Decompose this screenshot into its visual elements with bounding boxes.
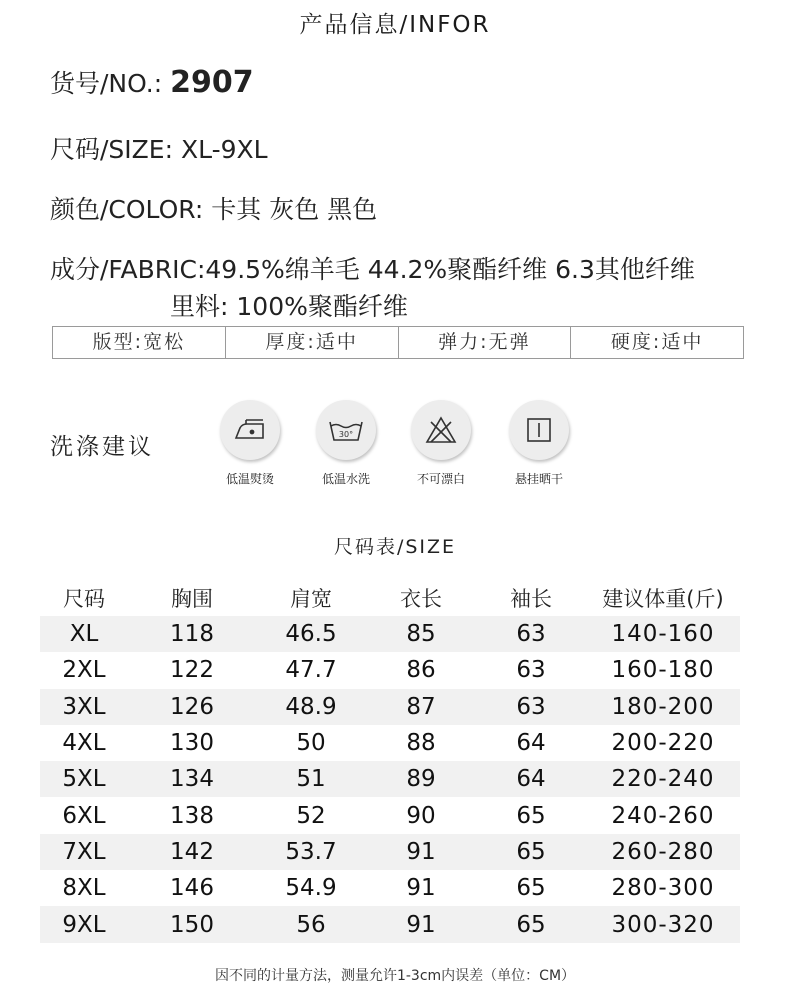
cell-shoulder: 46.5	[285, 621, 337, 648]
page-title: 产品信息/INFOR	[299, 12, 491, 38]
cell-size: 3XL	[62, 693, 106, 720]
cell-length: 87	[406, 693, 436, 720]
cell-weight: 280-300	[611, 875, 715, 902]
cell-sleeve: 64	[516, 766, 546, 793]
wash-item-water	[296, 400, 396, 487]
item-number-value: 2907	[170, 65, 254, 100]
cell-sleeve: 63	[516, 657, 546, 684]
item-number-row	[50, 64, 254, 100]
size-label: 尺码/SIZE:	[50, 135, 174, 164]
cell-shoulder: 56	[296, 911, 326, 938]
size-row	[50, 130, 268, 166]
table-row	[40, 797, 740, 833]
color-value: 卡其 灰色 黑色	[211, 195, 378, 224]
attribute-hardness: 硬度:适中	[610, 331, 704, 353]
table-row	[40, 834, 740, 870]
cell-chest: 142	[170, 838, 214, 865]
cell-weight: 260-280	[611, 838, 715, 865]
cell-length: 89	[406, 766, 436, 793]
cell-chest: 138	[170, 802, 214, 829]
cell-chest: 126	[170, 693, 214, 720]
cell-size: 9XL	[62, 911, 106, 938]
cell-length: 90	[406, 802, 436, 829]
wash-30-icon	[316, 400, 376, 460]
wash-item-dry	[489, 400, 589, 487]
cell-shoulder: 48.9	[285, 693, 337, 720]
cell-sleeve: 65	[516, 911, 546, 938]
wash-text-iron: 低温熨烫	[225, 472, 274, 486]
cell-weight: 140-160	[611, 621, 715, 648]
lining-row	[170, 287, 408, 323]
lining-label: 里料:	[170, 292, 229, 321]
cell-chest: 122	[170, 657, 214, 684]
cell-weight: 160-180	[611, 657, 715, 684]
attribute-elasticity: 弹力:无弹	[399, 327, 572, 358]
wash-text-dry: 悬挂晒干	[514, 472, 563, 486]
cell-length: 85	[406, 621, 436, 648]
cell-sleeve: 63	[516, 693, 546, 720]
cell-size: 8XL	[62, 875, 106, 902]
cell-weight: 200-220	[611, 730, 715, 757]
fabric-value: 49.5%绵羊毛 44.2%聚酯纤维 6.3其他纤维	[205, 255, 695, 284]
cell-length: 91	[406, 875, 436, 902]
header-weight: 建议体重(斤)	[602, 587, 724, 611]
fabric-row	[50, 250, 695, 286]
header-chest: 胸围	[171, 587, 213, 611]
measurement-footnote: 因不同的计量方法，测量允许1-3cm内误差（单位：CM）	[214, 968, 576, 984]
cell-size: 5XL	[62, 766, 106, 793]
cell-length: 91	[406, 911, 436, 938]
attribute-table	[52, 326, 744, 359]
washing-label: 洗涤建议	[50, 434, 154, 460]
cell-sleeve: 65	[516, 838, 546, 865]
item-number-label: 货号/NO.:	[50, 69, 163, 98]
no-bleach-icon	[411, 400, 471, 460]
wash-temp-label: 30°	[338, 430, 354, 439]
cell-size: 4XL	[62, 730, 106, 757]
size-table-header	[40, 580, 740, 616]
table-row	[40, 870, 740, 906]
cell-size: XL	[69, 621, 99, 648]
cell-sleeve: 64	[516, 730, 546, 757]
table-row	[40, 689, 740, 725]
header-length: 衣长	[400, 587, 442, 611]
cell-sleeve: 65	[516, 875, 546, 902]
table-row	[40, 761, 740, 797]
wash-item-bleach	[391, 400, 491, 487]
cell-weight: 220-240	[611, 766, 715, 793]
size-value: XL-9XL	[180, 135, 268, 164]
cell-weight: 240-260	[611, 802, 715, 829]
cell-sleeve: 63	[516, 621, 546, 648]
hang-dry-icon	[509, 400, 569, 460]
color-row	[50, 190, 377, 226]
lining-value: 100%聚酯纤维	[236, 292, 408, 321]
table-row	[40, 725, 740, 761]
table-row	[40, 906, 740, 942]
cell-size: 6XL	[62, 802, 106, 829]
fabric-label: 成分/FABRIC:	[50, 255, 206, 284]
cell-weight: 180-200	[611, 693, 715, 720]
cell-shoulder: 53.7	[285, 838, 337, 865]
cell-shoulder: 50	[296, 730, 326, 757]
header-size: 尺码	[63, 587, 105, 611]
cell-shoulder: 52	[296, 802, 326, 829]
cell-chest: 150	[170, 911, 214, 938]
cell-length: 91	[406, 838, 436, 865]
wash-text-water: 低温水洗	[321, 472, 370, 486]
cell-chest: 130	[170, 730, 214, 757]
cell-size: 2XL	[62, 657, 106, 684]
cell-shoulder: 51	[296, 766, 326, 793]
cell-weight: 300-320	[611, 911, 715, 938]
size-table	[40, 580, 740, 943]
table-row	[40, 616, 740, 652]
header-sleeve: 袖长	[510, 587, 552, 611]
header-shoulder: 肩宽	[290, 587, 332, 611]
size-chart-title: 尺码表/SIZE	[333, 536, 457, 558]
attribute-thickness: 厚度:适中	[226, 327, 399, 358]
iron-low-temp-icon	[220, 400, 280, 460]
cell-chest: 118	[170, 621, 214, 648]
table-row	[40, 652, 740, 688]
cell-length: 88	[406, 730, 436, 757]
cell-chest: 146	[170, 875, 214, 902]
cell-shoulder: 54.9	[285, 875, 337, 902]
cell-shoulder: 47.7	[285, 657, 337, 684]
cell-chest: 134	[170, 766, 214, 793]
wash-item-iron	[200, 400, 300, 487]
cell-length: 86	[406, 657, 436, 684]
color-label: 颜色/COLOR:	[50, 195, 204, 224]
cell-size: 7XL	[62, 838, 106, 865]
wash-text-bleach: 不可漂白	[416, 472, 465, 486]
attribute-fit: 版型:宽松	[53, 327, 226, 358]
cell-sleeve: 65	[516, 802, 546, 829]
